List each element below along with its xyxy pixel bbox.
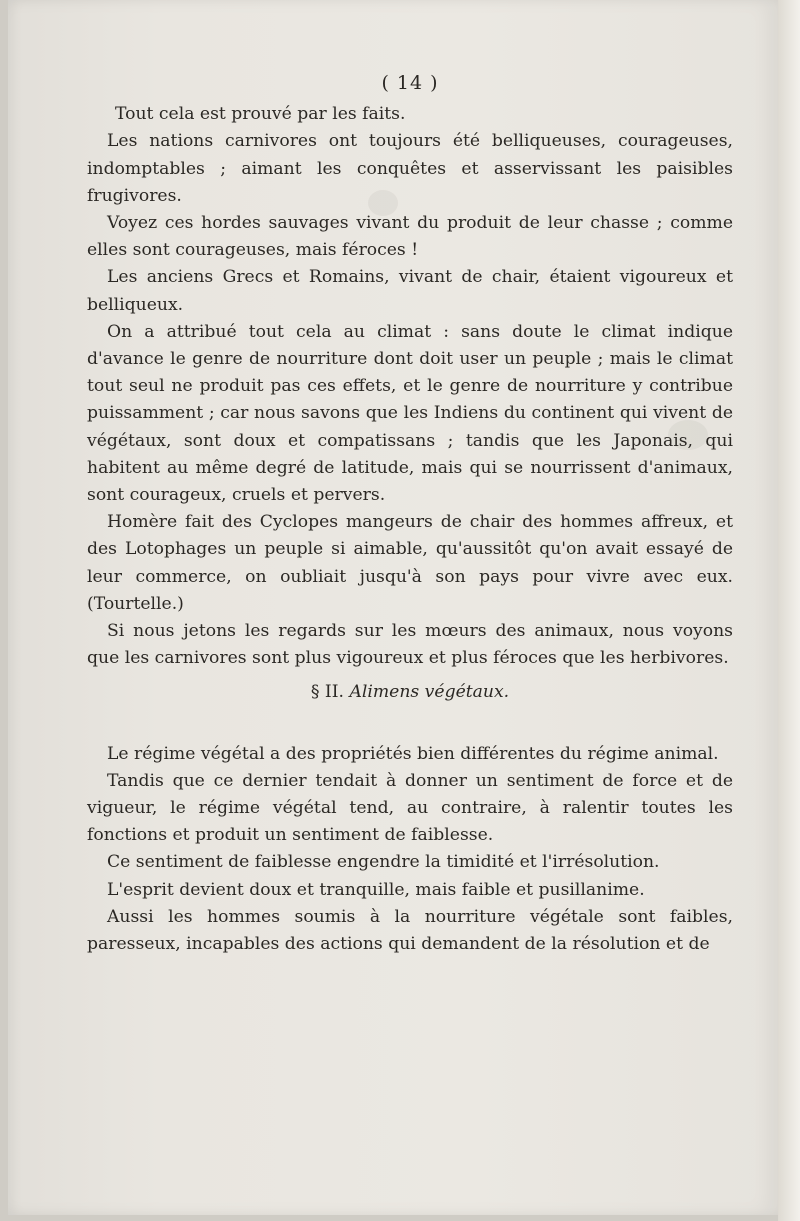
paragraph: Ce sentiment de faiblesse engendre la timidité et l'irrésolution. xyxy=(107,852,660,873)
paragraph: Tout cela est prouvé par les faits. xyxy=(115,104,406,125)
section-number: § II. xyxy=(310,682,344,703)
page-edge xyxy=(778,0,800,1221)
page-number: ( 14 ) xyxy=(381,72,439,94)
page-text xyxy=(87,70,733,958)
paragraph: Les anciens Grecs et Romains, vivant de chair, étaient vigoureux et belliqueux. xyxy=(87,267,733,315)
paragraph: Voyez ces hordes sauvages vivant du produit de leur chasse ; comme elles sont courageuses, mais féroces ! xyxy=(87,213,733,261)
paragraph: Si nous jetons les regards sur les mœurs des animaux, nous voyons que les carnivores sont plus vigoureux et plus féroces que les herbivores. xyxy=(87,621,733,669)
section-title: Alimens végétaux. xyxy=(349,682,510,703)
section-heading xyxy=(87,679,733,706)
paragraph: Aussi les hommes soumis à la nourriture végétale sont faibles, paresseux, incapables des actions qui demandent de la résolution et de xyxy=(87,906,733,955)
paragraph: Tandis que ce dernier tendait à donner un sentiment de force et de vigueur, le régime végétal tend, au contraire, à ralentir toutes les fonctions et produit un sentiment de faiblesse. xyxy=(87,770,733,846)
paragraph: On a attribué tout cela au climat : sans doute le climat indique d'avance le genre de nourriture dont doit user un peuple ; mais le climat tout seul ne produit pas ces effets, et le genre de nourriture y contribue puissamment ; car nous savons que les Indiens du continent qui vivent de végétaux, sont doux et compatissans ; tandis que les Japonais, qui habitent au même degré de latitude, mais qui se nourrissent d'animaux, sont courageux, cruels et pervers. xyxy=(87,321,733,506)
paragraph: Les nations carnivores ont toujours été belliqueuses, courageuses, indomptables ; aimant les conquêtes et asservissant les paisibles frugivores. xyxy=(87,131,733,206)
paragraph: L'esprit devient doux et tranquille, mais faible et pusillanime. xyxy=(107,879,645,900)
paragraph: Le régime végétal a des propriétés bien différentes du régime animal. xyxy=(107,743,719,764)
paragraph: Homère fait des Cyclopes mangeurs de chair des hommes affreux, et des Lotophages un peuple si aimable, qu'aussitôt qu'on avait essayé de leur commerce, on oubliait jusqu'à son pays pour vivre avec eux. (Tourtelle.) xyxy=(87,512,733,614)
